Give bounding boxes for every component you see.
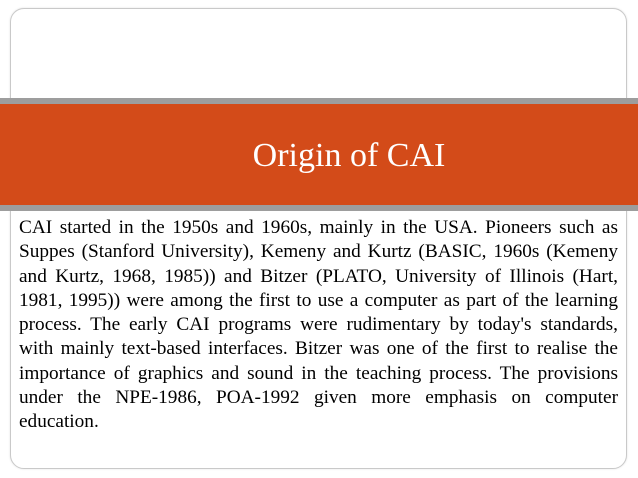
slide-body-text: CAI started in the 1950s and 1960s, mainly in the USA. Pioneers such as Suppes (Stanford University), Kemeny and Kurtz (BASIC, 1960s (Kemeny and Kurtz, 1968, 1985)) and Bitzer (PLATO, University of Illinois (Hart, 1981, 1995)) were among the first to use a computer as part of the learning process. The early CAI programs were rudimentary by today's standards, with mainly text-based interfaces. Bitzer was one of the first to realise the importance of graphics and sound in the teaching process. The provisions under the NPE-1986, POA-1992 given more emphasis on computer education. [19, 217, 618, 433]
title-band-bottom-stripe [0, 205, 638, 211]
slide-title: Origin of CAI [252, 137, 446, 174]
